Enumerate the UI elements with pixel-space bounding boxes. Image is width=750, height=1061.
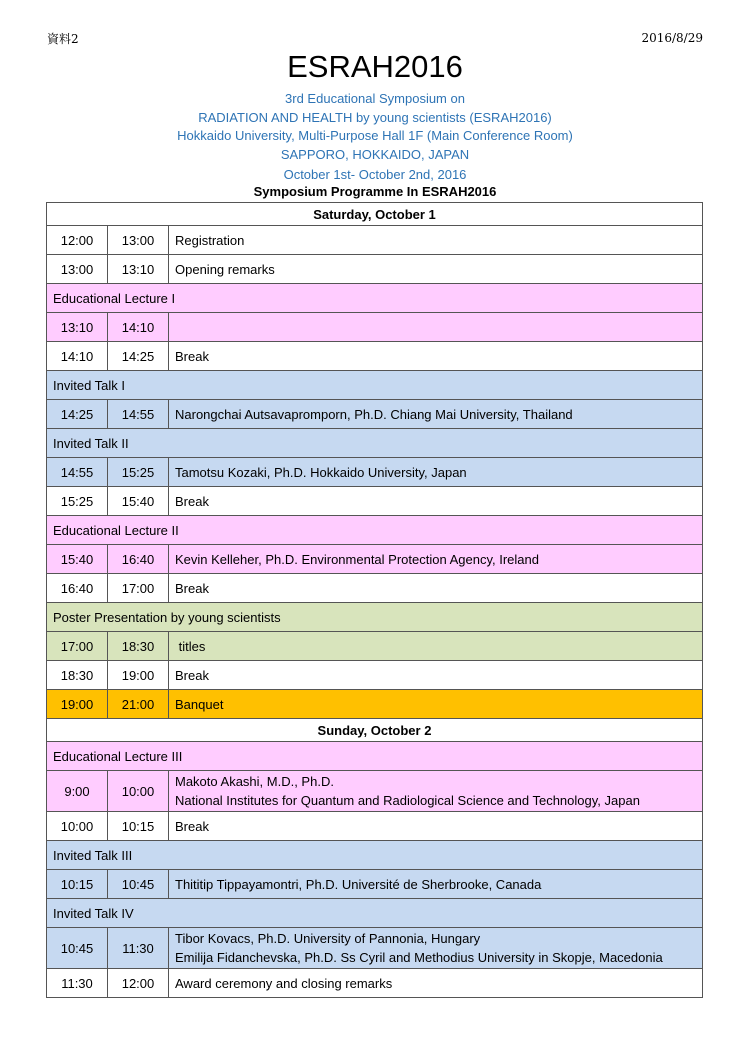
schedule-row (47, 400, 703, 429)
section-row (47, 371, 703, 400)
start-time: 17:00 (47, 632, 108, 661)
start-time: 13:00 (47, 255, 108, 284)
section-row (47, 841, 703, 870)
venue-line: Hokkaido University, Multi-Purpose Hall 1F (Main Conference Room) (177, 128, 573, 143)
section-title: Invited Talk IV (47, 899, 703, 928)
speaker-line: Emilija Fidanchevska, Ph.D. Ss Cyril and Methodius University in Skopje, Macedonia (175, 950, 663, 965)
day-header-row (47, 203, 703, 226)
schedule-row (47, 928, 703, 969)
schedule-row (47, 226, 703, 255)
start-time: 10:00 (47, 812, 108, 841)
start-time: 16:40 (47, 574, 108, 603)
schedule-row (47, 255, 703, 284)
event-title: Opening remarks (169, 255, 703, 284)
event-title: titles (169, 632, 703, 661)
start-time: 9:00 (47, 771, 108, 812)
start-time: 12:00 (47, 226, 108, 255)
event-title: Banquet (169, 690, 703, 719)
event-title: Award ceremony and closing remarks (169, 969, 703, 998)
end-time: 10:15 (108, 812, 169, 841)
event-title: Tamotsu Kozaki, Ph.D. Hokkaido University, Japan (169, 458, 703, 487)
section-row (47, 742, 703, 771)
end-time: 21:00 (108, 690, 169, 719)
day-header-row (47, 719, 703, 742)
event-title: Kevin Kelleher, Ph.D. Environmental Protection Agency, Ireland (169, 545, 703, 574)
section-row (47, 899, 703, 928)
schedule-row (47, 690, 703, 719)
end-time: 19:00 (108, 661, 169, 690)
subtitle-line: RADIATION AND HEALTH by young scientists (ESRAH2016) (198, 110, 552, 125)
end-time: 13:10 (108, 255, 169, 284)
start-time: 10:45 (47, 928, 108, 969)
schedule-row (47, 458, 703, 487)
day-header: Saturday, October 1 (47, 203, 703, 226)
schedule-row (47, 487, 703, 516)
subtitle-line: 3rd Educational Symposium on (285, 91, 465, 106)
section-title: Invited Talk III (47, 841, 703, 870)
end-time: 14:25 (108, 342, 169, 371)
document-code: 資料2 (47, 32, 79, 46)
end-time: 18:30 (108, 632, 169, 661)
programme-table (46, 202, 703, 998)
section-title: Educational Lecture II (47, 516, 703, 545)
event-title (169, 313, 703, 342)
event-title: Break (169, 574, 703, 603)
start-time: 14:10 (47, 342, 108, 371)
section-title: Educational Lecture III (47, 742, 703, 771)
event-title: Break (169, 342, 703, 371)
end-time: 10:45 (108, 870, 169, 899)
end-time: 10:00 (108, 771, 169, 812)
schedule-row (47, 632, 703, 661)
event-title (169, 928, 703, 969)
section-row (47, 284, 703, 313)
programme-title: Symposium Programme In ESRAH2016 (253, 184, 497, 199)
schedule-row (47, 771, 703, 812)
section-title: Educational Lecture I (47, 284, 703, 313)
end-time: 15:40 (108, 487, 169, 516)
dates-line: October 1st- October 2nd, 2016 (283, 167, 467, 182)
schedule-row (47, 870, 703, 899)
speaker-line: Tibor Kovacs, Ph.D. University of Pannonia, Hungary (175, 931, 481, 946)
section-title: Invited Talk I (47, 371, 703, 400)
location-line: SAPPORO, HOKKAIDO, JAPAN (280, 147, 470, 162)
start-time: 15:40 (47, 545, 108, 574)
schedule-row (47, 545, 703, 574)
end-time: 17:00 (108, 574, 169, 603)
section-row (47, 603, 703, 632)
start-time: 15:25 (47, 487, 108, 516)
event-title: Narongchai Autsavapromporn, Ph.D. Chiang Mai University, Thailand (169, 400, 703, 429)
end-time: 14:10 (108, 313, 169, 342)
schedule-row (47, 574, 703, 603)
start-time: 11:30 (47, 969, 108, 998)
day-header: Sunday, October 2 (47, 719, 703, 742)
event-title (169, 771, 703, 812)
schedule-row (47, 313, 703, 342)
end-time: 11:30 (108, 928, 169, 969)
start-time: 14:25 (47, 400, 108, 429)
event-title: Registration (169, 226, 703, 255)
section-row (47, 429, 703, 458)
start-time: 19:00 (47, 690, 108, 719)
speaker-affiliation: National Institutes for Quantum and Radiological Science and Technology, Japan (175, 793, 640, 808)
schedule-row (47, 661, 703, 690)
page-title: ESRAH2016 (287, 49, 463, 84)
end-time: 16:40 (108, 545, 169, 574)
document-date: 2016/8/29 (641, 31, 703, 45)
end-time: 12:00 (108, 969, 169, 998)
event-title: Break (169, 812, 703, 841)
event-title: Break (169, 661, 703, 690)
section-title: Invited Talk II (47, 429, 703, 458)
start-time: 14:55 (47, 458, 108, 487)
start-time: 13:10 (47, 313, 108, 342)
start-time: 18:30 (47, 661, 108, 690)
section-row (47, 516, 703, 545)
end-time: 15:25 (108, 458, 169, 487)
schedule-row (47, 342, 703, 371)
section-title: Poster Presentation by young scientists (47, 603, 703, 632)
event-title: Thititip Tippayamontri, Ph.D. Université de Sherbrooke, Canada (169, 870, 703, 899)
start-time: 10:15 (47, 870, 108, 899)
schedule-row (47, 812, 703, 841)
end-time: 13:00 (108, 226, 169, 255)
speaker-name: Makoto Akashi, M.D., Ph.D. (175, 774, 334, 789)
schedule-row (47, 969, 703, 998)
event-title: Break (169, 487, 703, 516)
end-time: 14:55 (108, 400, 169, 429)
